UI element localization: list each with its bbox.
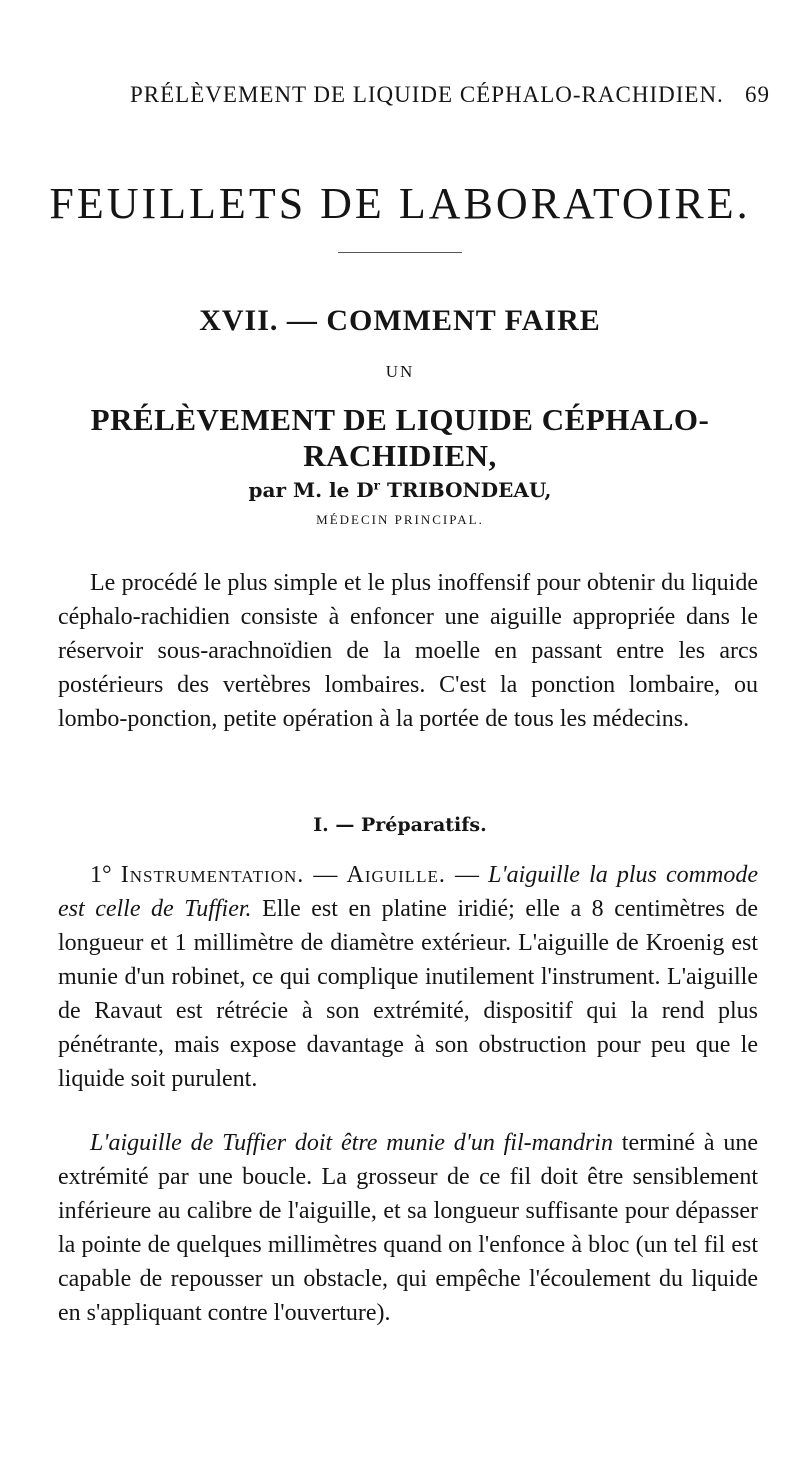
separator: —	[304, 862, 347, 888]
heading-instrumentation: Instrumentation.	[120, 862, 305, 888]
heading-aiguille: Aiguille.	[346, 862, 446, 888]
section-title: FEUILLETS DE LABORATOIRE.	[49, 179, 751, 228]
article-title-line-1: XVII. — COMMENT FAIRE	[199, 304, 601, 337]
running-title: PRÉLÈVEMENT DE LIQUIDE CÉPHALO-RACHIDIEN.	[130, 82, 724, 107]
article-title-line-3: PRÉLÈVEMENT DE LIQUIDE CÉPHALO-RACHIDIEN,	[90, 402, 710, 473]
paragraph-number: 1°	[90, 862, 121, 888]
intro-paragraph: Le procédé le plus simple et le plus inoffensif pour obtenir du liquide céphalo-rachidien consiste à enfoncer une aiguille appropriée dans le réservoir sous-arachnoïdien de la moelle en passant entre les arcs postérieurs des vertèbres lombaires. C'est la ponction lombaire, ou lombo-ponction, petite opération à la portée de tous les médecins.	[58, 570, 758, 732]
title-divider	[338, 252, 462, 253]
running-head	[130, 82, 770, 116]
paragraph-text: Elle est en platine iridié; elle a 8 centimètres de longueur et 1 millimètre de diamètre extérieur. L'aiguille de Kroenig est munie d'un robinet, ce qui complique inutilement l'instrument. L'aiguille de Ravaut est rétrécie à son extrémité, dispositif qui la rend plus pénétrante, mais expose davantage à son obstruction pour peu que le liquide soit purulent.	[58, 896, 758, 1092]
author-title: MÉDECIN PRINCIPAL.	[316, 512, 484, 527]
separator: —	[445, 862, 489, 888]
paragraph-fil-mandrin	[58, 1126, 758, 1330]
page-number: 69	[745, 82, 770, 107]
author-line	[0, 478, 800, 502]
author-name: TRIBONDEAU,	[379, 478, 552, 502]
author-prefix: par M. le D	[248, 478, 374, 502]
italic-lead: L'aiguille de Tuffier doit être munie d'un fil-mandrin	[90, 1130, 613, 1156]
paragraph-instrumentation	[58, 858, 758, 1096]
article-title-line-2: UN	[385, 362, 415, 381]
italic-lead: L'aiguille la plus commode est celle de Tuffier.	[58, 862, 758, 922]
author-sup: r	[373, 478, 380, 493]
paragraph-text: terminé à une extrémité par une boucle. La grosseur de ce fil doit être sensiblement inférieure au calibre de l'aiguille, et sa longueur suffisante pour dépasser la pointe de quelques millimètres quand on l'enfonce à bloc (un tel fil est capable de repousser un obstacle, qui empêche l'écoulement du liquide en s'appliquant contre l'ouverture).	[58, 1130, 758, 1326]
subsection-heading: I. — Préparatifs.	[313, 814, 487, 836]
